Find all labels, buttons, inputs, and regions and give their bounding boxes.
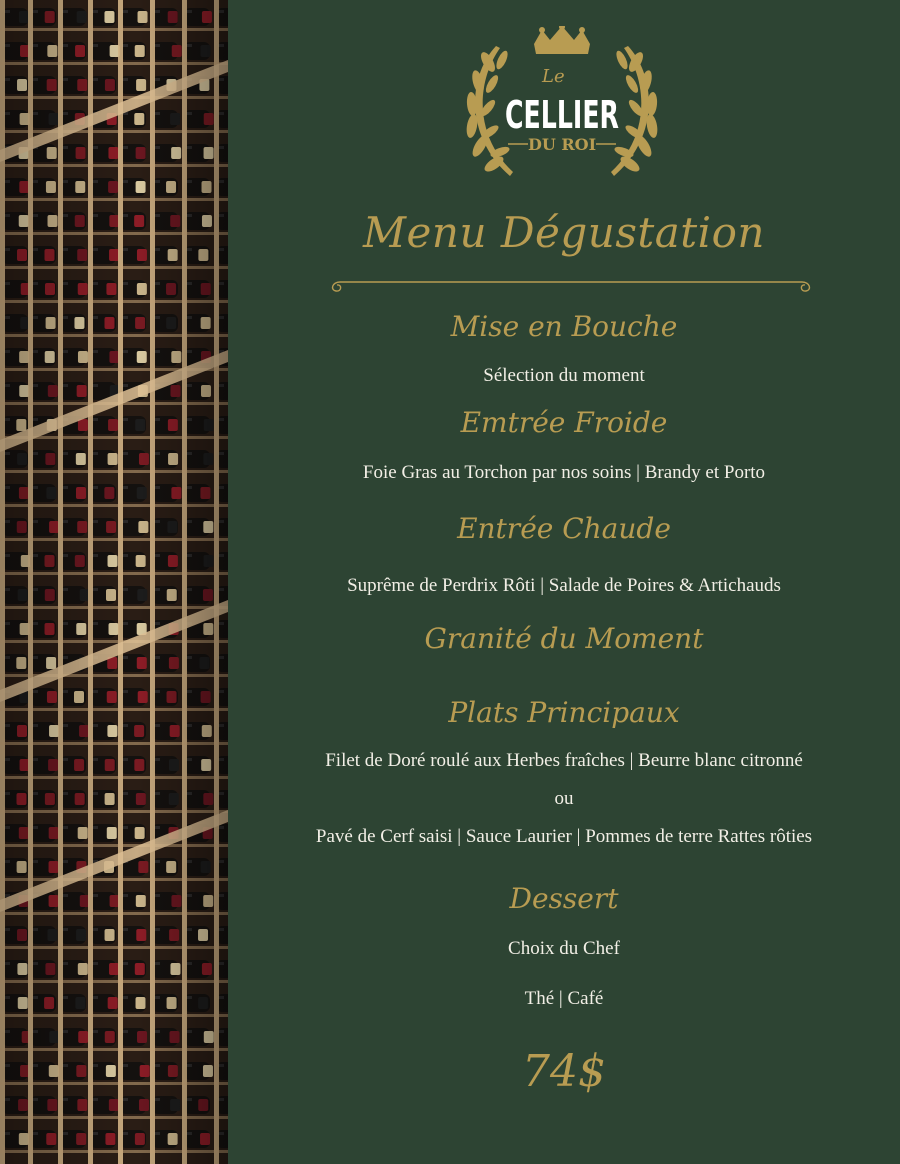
section-heading-granite: Granité du Moment <box>424 622 704 655</box>
section-heading-plats-principaux: Plats Principaux <box>448 696 680 729</box>
menu-item: Thé | Café <box>524 988 604 1009</box>
logo-small-text: Le <box>542 66 565 87</box>
menu-price: 74$ <box>522 1046 606 1097</box>
section-heading-entree-chaude: Entrée Chaude <box>457 512 671 545</box>
menu-panel <box>228 0 900 1164</box>
restaurant-logo <box>458 26 666 186</box>
menu-item-separator: ou <box>554 788 574 809</box>
menu-item: Suprême de Perdrix Rôti | Salade de Poires & Artichauds <box>347 575 781 596</box>
section-heading-dessert: Dessert <box>509 882 619 915</box>
ornamental-divider <box>328 276 814 296</box>
crown-icon <box>534 26 590 54</box>
wine-rack-illustration <box>0 0 228 1164</box>
menu-item: Pavé de Cerf saisi | Sauce Laurier | Pommes de terre Rattes rôties <box>315 826 813 847</box>
menu-item: Choix du Chef <box>508 938 620 959</box>
logo-sub-text: DU ROI <box>527 135 597 154</box>
section-heading-mise-en-bouche: Mise en Bouche <box>450 310 678 343</box>
section-heading-entree-froide: Emtrée Froide <box>460 406 668 439</box>
menu-item: Foie Gras au Torchon par nos soins | Brandy et Porto <box>362 462 766 483</box>
menu-item: Filet de Doré roulé aux Herbes fraîches | Beurre blanc citronné <box>325 750 803 771</box>
logo-main-text: CELLIER <box>505 93 619 137</box>
menu-item: Sélection du moment <box>483 365 645 386</box>
wine-cellar-photo <box>0 0 228 1164</box>
menu-title: Menu Dégustation <box>363 208 765 257</box>
